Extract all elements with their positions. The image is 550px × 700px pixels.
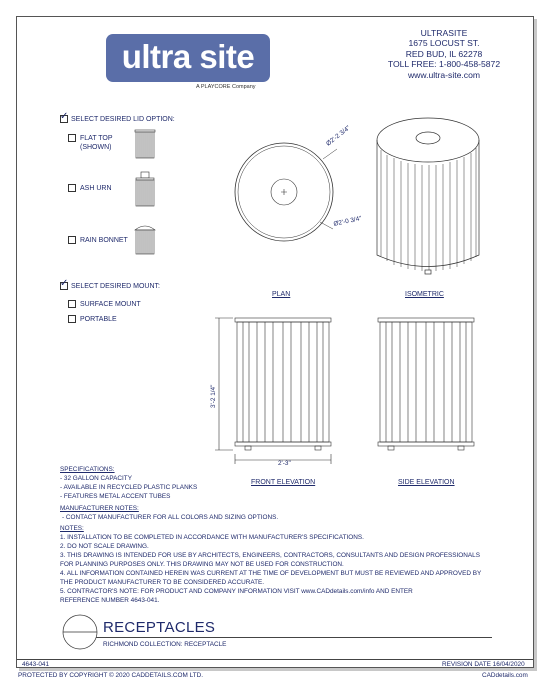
lid-option-thumbnails — [130, 126, 160, 256]
note-line: REFERENCE NUMBER 4643-041. — [60, 597, 160, 604]
manufacturer-notes-heading: MANUFACTURER NOTES: — [60, 505, 139, 512]
side-elevation-drawing — [370, 312, 490, 472]
portable-label: PORTABLE — [80, 316, 117, 323]
note-line: 5. CONTRACTOR'S NOTE: FOR PRODUCT AND COMPANY INFORMATION VISIT www.CADdetails.com/info AND ENTER — [60, 588, 413, 595]
ash-urn-checkbox[interactable] — [68, 184, 76, 192]
mount-option-checkbox[interactable] — [60, 282, 68, 290]
note-line: THE PRODUCT MANUFACTURER TO BE CONSIDERED ACCURATE. — [60, 579, 265, 586]
width-dimension: 2'-3" — [278, 460, 291, 467]
spec-item: - AVAILABLE IN RECYCLED PLASTIC PLANKS — [60, 484, 198, 491]
copyright-notice: PROTECTED BY COPYRIGHT © 2020 CADDETAILS.COM LTD. — [18, 672, 203, 679]
note-line: 1. INSTALLATION TO BE COMPLETED IN ACCORDANCE WITH MANUFACTURER'S SPECIFICATIONS. — [60, 534, 364, 541]
company-website: www.ultra-site.com — [407, 69, 481, 80]
flat-top-shown-label: (SHOWN) — [80, 144, 112, 151]
plan-label: PLAN — [272, 291, 291, 298]
reference-number: 4643-041 — [22, 661, 50, 668]
rain-bonnet-label: RAIN BONNET — [80, 237, 128, 244]
surface-mount-checkbox[interactable] — [68, 300, 76, 308]
logo-text: ultra site — [121, 38, 255, 75]
note-line: 3. THIS DRAWING IS INTENDED FOR USE BY ARCHITECTS, ENGINEERS, CONTRACTORS, CONSULTANTS AND DESIGN PROFESSIONALS — [60, 552, 480, 559]
isometric-drawing — [368, 110, 488, 280]
drawing-title: RECEPTACLES — [103, 619, 216, 636]
plan-outer-diameter: Ø2'-2 3/4" — [325, 124, 352, 148]
lid-option-heading: SELECT DESIRED LID OPTION: — [71, 116, 175, 123]
mount-option-heading: SELECT DESIRED MOUNT: — [71, 283, 160, 290]
height-dimension: 3'-2 1/4" — [210, 384, 217, 408]
front-elevation-label: FRONT ELEVATION — [251, 479, 316, 486]
spec-item: - FEATURES METAL ACCENT TUBES — [60, 493, 171, 500]
plan-inner-diameter: Ø2'-0 3/4" — [333, 215, 363, 228]
note-line: 2. DO NOT SCALE DRAWING. — [60, 543, 149, 550]
front-elevation-drawing — [205, 312, 345, 472]
logo-tagline: A PLAYCORE Company — [196, 84, 256, 90]
flat-top-checkbox[interactable] — [68, 134, 76, 142]
flat-top-label: FLAT TOP — [80, 135, 113, 142]
title-divider — [96, 637, 492, 638]
caddetails-brand[interactable]: CADdetails.com — [482, 672, 528, 679]
revision-date: REVISION DATE 16/04/2020 — [442, 661, 525, 668]
rain-bonnet-checkbox[interactable] — [68, 236, 76, 244]
isometric-label: ISOMETRIC — [405, 291, 444, 298]
company-address-1: 1675 LOCUST ST. — [408, 38, 480, 49]
surface-mount-label: SURFACE MOUNT — [80, 301, 141, 308]
footer-divider — [17, 659, 533, 660]
side-elevation-label: SIDE ELEVATION — [398, 479, 455, 486]
note-line: FOR PLANNING PURPOSES ONLY. THIS DRAWING MAY NOT BE USED FOR CONSTRUCTION. — [60, 561, 344, 568]
drawing-subtitle: RICHMOND COLLECTION: RECEPTACLE — [103, 641, 227, 648]
title-block-symbol — [58, 612, 108, 652]
specifications-heading: SPECIFICATIONS: — [60, 466, 115, 473]
ash-urn-label: ASH URN — [80, 185, 112, 192]
company-info — [356, 28, 532, 80]
note-line: 4. ALL INFORMATION CONTAINED HEREIN WAS CURRENT AT THE TIME OF DEVELOPMENT BUT MUST BE REVIEWED AND APPROVED BY — [60, 570, 482, 577]
lid-option-checkbox[interactable] — [60, 115, 68, 123]
company-name: ULTRASITE — [420, 28, 468, 38]
notes-heading: NOTES: — [60, 525, 84, 532]
company-tollfree: TOLL FREE: 1-800-458-5872 — [387, 59, 501, 70]
spec-item: - 32 GALLON CAPACITY — [60, 475, 132, 482]
company-address-2: RED BUD, IL 62278 — [405, 48, 483, 59]
portable-checkbox[interactable] — [68, 315, 76, 323]
manufacturer-note: - CONTACT MANUFACTURER FOR ALL COLORS AND SIZING OPTIONS. — [62, 514, 279, 521]
